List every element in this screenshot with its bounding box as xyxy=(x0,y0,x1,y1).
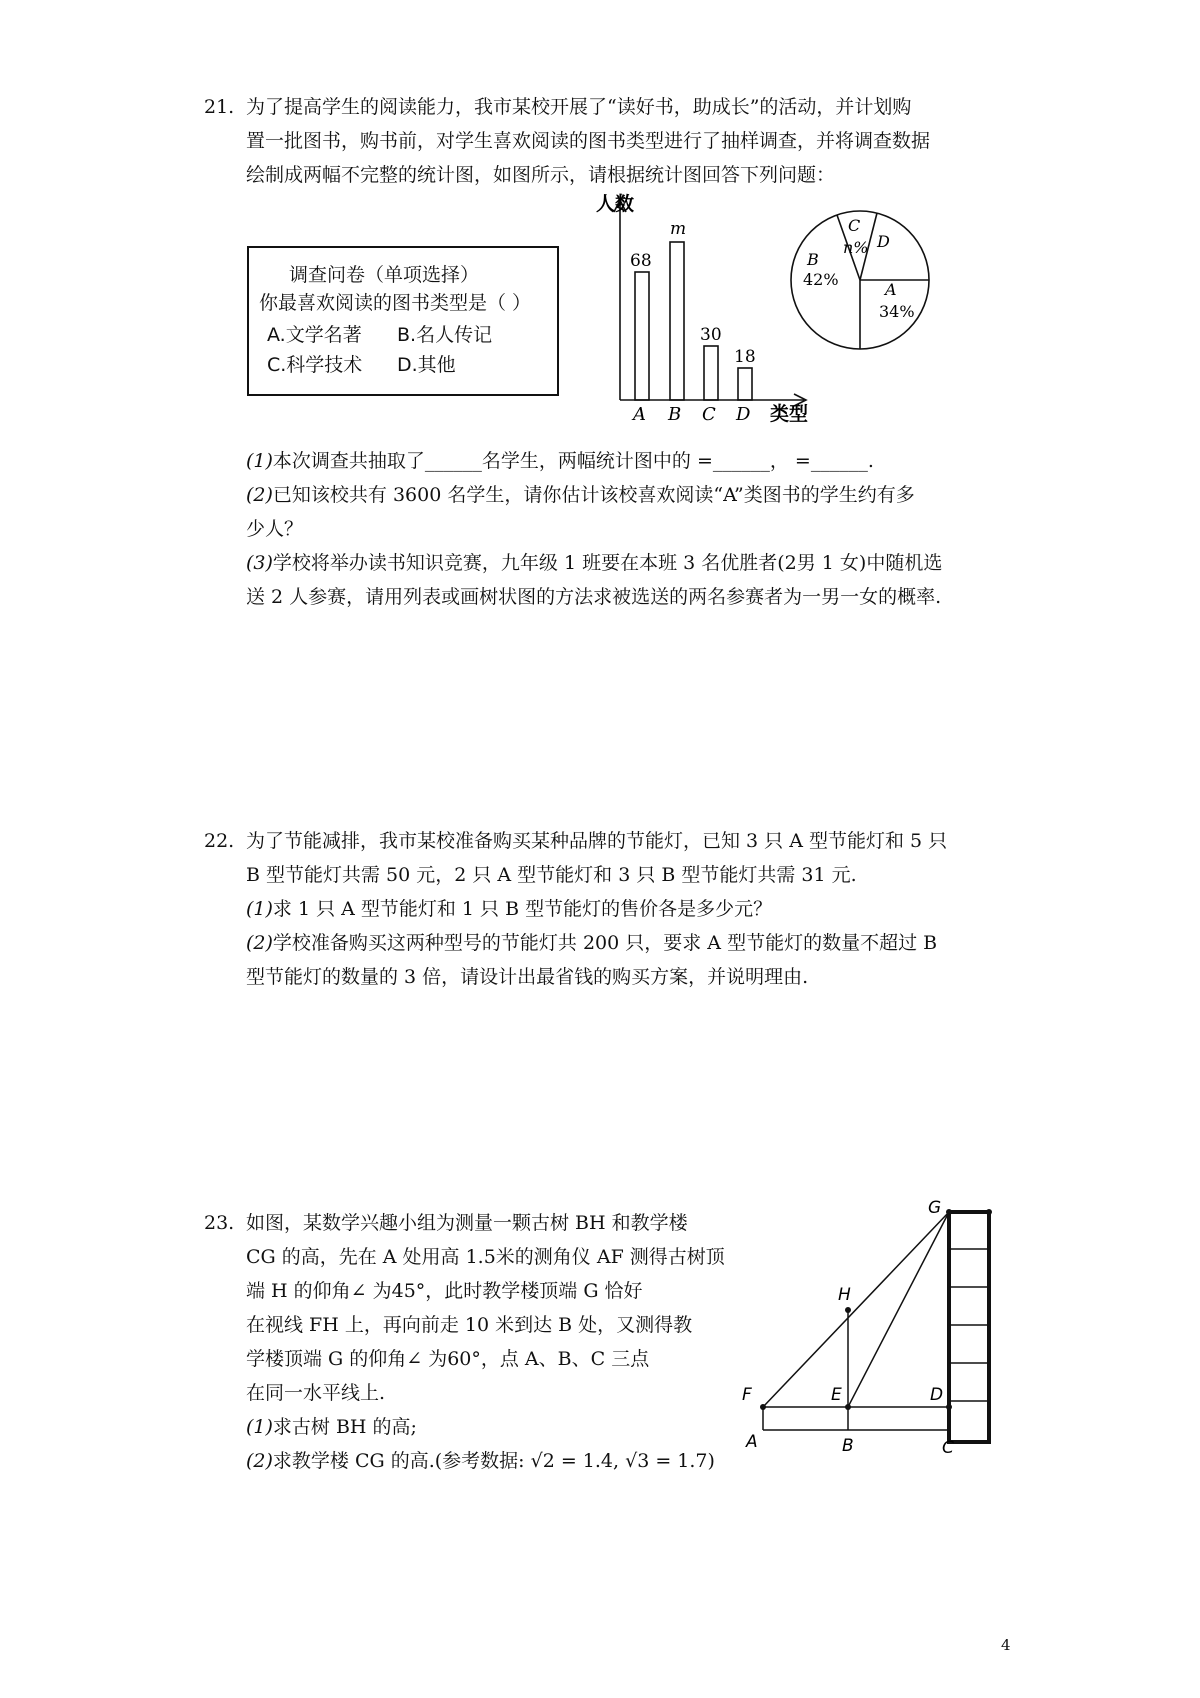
q23-part1: (1)求古树 BH 的高; xyxy=(246,1416,417,1438)
label-g: G xyxy=(928,1198,942,1218)
bar-b xyxy=(670,242,684,400)
bar-y-label: 人数 xyxy=(596,193,635,215)
survey-title-1: 调查问卷（单项选择） xyxy=(289,264,480,286)
q23-line-3: 端 H 的仰角∠ 为45°，此时教学楼顶端 G 恰好 xyxy=(246,1280,643,1302)
q23-line-4: 在视线 FH 上，再向前走 10 米到达 B 处，又测得教 xyxy=(246,1314,693,1336)
q21-part3: (3)学校将举办读书知识竞赛，九年级 1 班要在本班 3 名优胜者(2男 1 女)中随机选 xyxy=(246,552,943,574)
bar-tick-d: D xyxy=(736,404,751,425)
pie-value-a: 34% xyxy=(879,302,915,321)
bar-tick-b: B xyxy=(668,404,682,425)
q22-number: 22. xyxy=(204,830,235,852)
q23-line-6: 在同一水平线上. xyxy=(246,1382,386,1404)
bar-d xyxy=(738,368,752,400)
q23-part2: (2)求教学楼 CG 的高.(参考数据: √2 = 1.4, √3 = 1.7) xyxy=(246,1450,715,1472)
bar-value-b: m xyxy=(670,219,687,239)
bar-value-c: 30 xyxy=(700,325,722,345)
label-c: C xyxy=(942,1438,954,1455)
q22-line-1: 为了节能减排，我市某校准备购买某种品牌的节能灯，已知 3 只 A 型节能灯和 5 只 xyxy=(246,830,948,852)
q21-line-1: 为了提高学生的阅读能力，我市某校开展了“读好书，助成长”的活动，并计划购 xyxy=(246,96,912,118)
pie-label-c: C xyxy=(848,216,861,235)
bar-tick-a: A xyxy=(633,404,646,425)
q21-part2: (2)已知该校共有 3600 名学生，请你估计该校喜欢阅读“A”类图书的学生约有多 xyxy=(246,484,915,506)
q23-line-5: 学楼顶端 G 的仰角∠ 为60°，点 A、B、C 三点 xyxy=(246,1348,650,1370)
q21-line-3: 绘制成两幅不完整的统计图，如图所示，请根据统计图回答下列问题： xyxy=(246,164,836,186)
survey-option-b: B.名人传记 xyxy=(397,324,493,346)
q22-part1: (1)求 1 只 A 型节能灯和 1 只 B 型节能灯的售价各是多少元？ xyxy=(246,898,773,920)
q22-part2-cont: 型节能灯的数量的 3 倍，请设计出最省钱的购买方案，并说明理由. xyxy=(246,966,809,988)
pie-label-n: n% xyxy=(843,238,869,257)
q23-number: 23. xyxy=(204,1212,235,1234)
bar-c xyxy=(704,346,718,400)
label-b: B xyxy=(842,1436,854,1455)
page-number: 4 xyxy=(1001,1636,1011,1654)
label-f: F xyxy=(742,1385,752,1405)
survey-option-c: C.科学技术 xyxy=(267,354,363,376)
survey-box xyxy=(247,246,559,396)
pie-label-d: D xyxy=(877,232,890,251)
q23-line-2: CG 的高，先在 A 处用高 1.5米的测角仪 AF 测得古树顶 xyxy=(246,1246,725,1268)
label-a: A xyxy=(746,1432,758,1452)
q22-line-2: B 型节能灯共需 50 元，2 只 A 型节能灯和 3 只 B 型节能灯共需 31 元. xyxy=(246,864,857,886)
bar-value-d: 18 xyxy=(734,347,756,367)
bar-value-a: 68 xyxy=(630,251,652,271)
label-e: E xyxy=(831,1385,842,1405)
pie-label-b: B xyxy=(807,250,819,269)
q23-line-1: 如图，某数学兴趣小组为测量一颗古树 BH 和教学楼 xyxy=(246,1212,688,1234)
geometry-figure xyxy=(740,1195,1020,1455)
q21-number: 21. xyxy=(204,96,235,118)
q21-line-2: 置一批图书，购书前，对学生喜欢阅读的图书类型进行了抽样调查，并将调查数据 xyxy=(246,130,931,152)
bar-tick-c: C xyxy=(702,404,716,425)
pie-label-a: A xyxy=(885,280,897,299)
q21-part3-cont: 送 2 人参赛，请用列表或画树状图的方法求被选送的两名参赛者为一男一女的概率. xyxy=(246,586,942,608)
label-d: D xyxy=(930,1385,944,1405)
q22-part2: (2)学校准备购买这两种型号的节能灯共 200 只，要求 A 型节能灯的数量不超过 B xyxy=(246,932,938,954)
q21-part1: (1)本次调查共抽取了______名学生，两幅统计图中的 =______， =______. xyxy=(246,450,874,472)
survey-option-d: D.其他 xyxy=(397,354,456,376)
pie-chart xyxy=(785,205,935,355)
label-h: H xyxy=(838,1285,851,1305)
bar-x-label: 类型 xyxy=(770,403,809,425)
q21-part2-cont: 少人？ xyxy=(246,518,304,540)
survey-option-a: A.文学名著 xyxy=(267,324,362,346)
bar-a xyxy=(635,272,649,400)
pie-value-b: 42% xyxy=(803,270,839,289)
survey-title-2: 你最喜欢阅读的图书类型是（ ） xyxy=(259,292,532,314)
